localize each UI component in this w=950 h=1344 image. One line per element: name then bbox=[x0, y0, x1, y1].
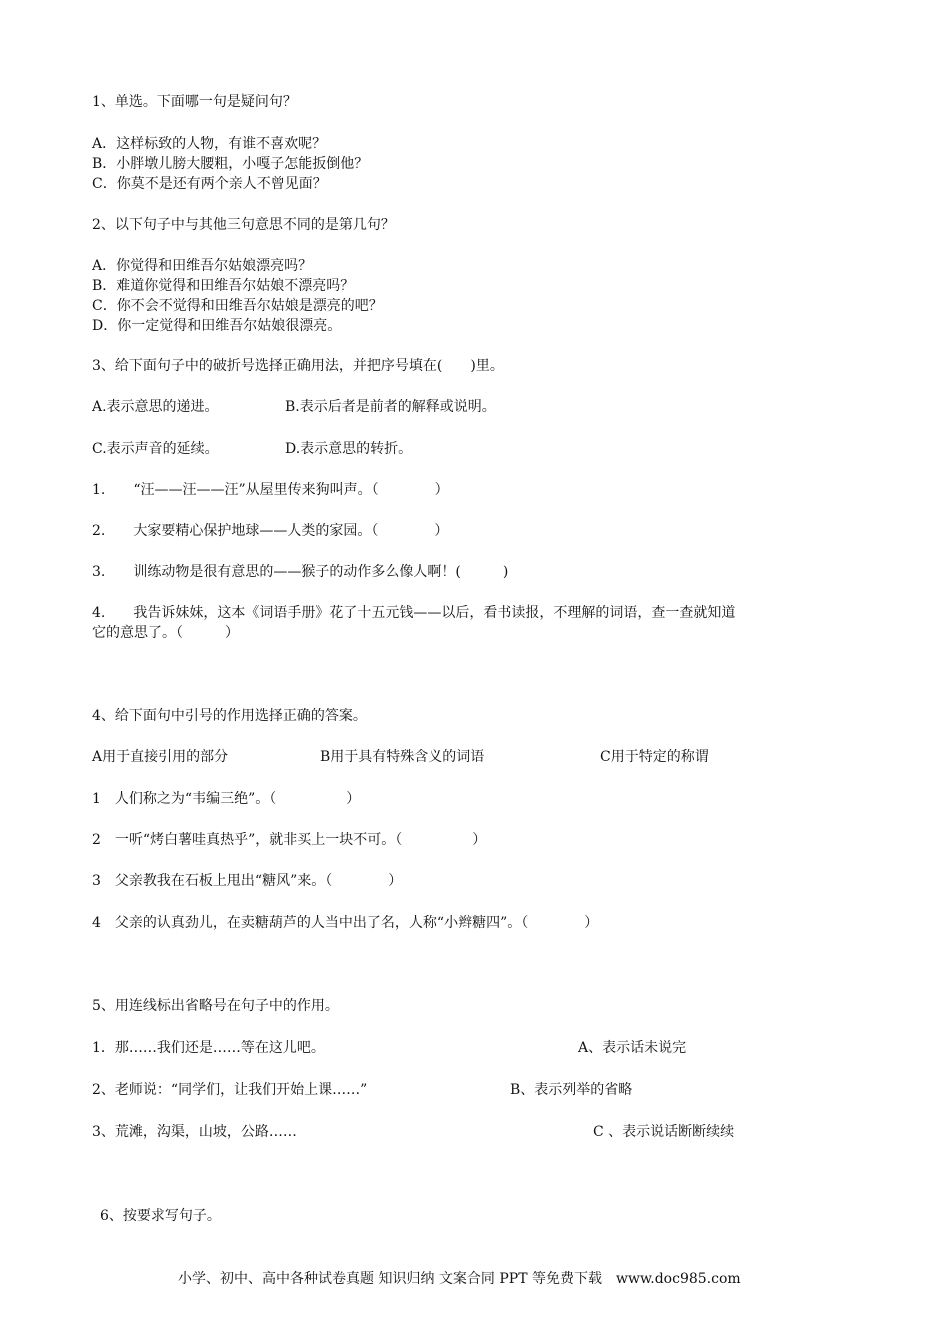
q3-choice-d: D.表示意思的转折。 bbox=[285, 441, 413, 457]
q3-item-3: 3. 训练动物是很有意思的——猴子的动作多么像人啊！( ) bbox=[92, 564, 509, 580]
footer-download-notice: 小学、初中、高中各种试卷真题 知识归纳 文案合同 PPT 等免费下载 www.doc985.com bbox=[178, 1271, 741, 1287]
q3-choice-b: B.表示后者是前者的解释或说明。 bbox=[285, 399, 496, 415]
q3-choice-c: C.表示声音的延续。 bbox=[92, 441, 219, 457]
q3-item-2: 2. 大家要精心保护地球——人类的家园。（ ） bbox=[92, 523, 449, 539]
q4-item-3: 3 父亲教我在石板上甩出“糖风”来。（ ） bbox=[92, 873, 403, 889]
q4-title: 4、给下面句中引号的作用选择正确的答案。 bbox=[92, 708, 367, 724]
q2-option-d: D．你一定觉得和田维吾尔姑娘很漂亮。 bbox=[92, 318, 342, 334]
q6-title: 6、按要求写句子。 bbox=[100, 1208, 221, 1224]
q3-item-1: 1. “汪——汪——汪”从屋里传来狗叫声。（ ） bbox=[92, 482, 449, 498]
q3-item-4-line-1: 4. 我告诉妹妹，这本《词语手册》花了十五元钱——以后，看书读报，不理解的词语，查一查就知道 bbox=[92, 605, 736, 621]
q5-row-1-sentence: 1．那……我们还是……等在这儿吧。 bbox=[92, 1040, 325, 1056]
q3-title: 3、给下面句子中的破折号选择正确用法，并把序号填在( )里。 bbox=[92, 358, 504, 374]
q1-option-a: A．这样标致的人物，有谁不喜欢呢？ bbox=[92, 136, 327, 152]
q5-row-3-sentence: 3、荒滩，沟渠，山坡，公路…… bbox=[92, 1124, 297, 1140]
q2-option-a: A．你觉得和田维吾尔姑娘漂亮吗？ bbox=[92, 258, 313, 274]
q4-item-1: 1 人们称之为“韦编三绝”。（ ） bbox=[92, 791, 361, 807]
q1-title: 1、单选。下面哪一句是疑问句？ bbox=[92, 94, 297, 110]
q4-item-4: 4 父亲的认真劲儿，在卖糖葫芦的人当中出了名，人称“小辫糖四”。（ ） bbox=[92, 915, 599, 931]
q4-item-2: 2 一听“烤白薯哇真热乎”，就非买上一块不可。（ ） bbox=[92, 832, 487, 848]
q3-choice-a: A.表示意思的递进。 bbox=[92, 399, 219, 415]
q5-row-2-sentence: 2、老师说：“同学们，让我们开始上课……” bbox=[92, 1082, 368, 1098]
q1-option-b: B．小胖墩儿膀大腰粗，小嘎子怎能扳倒他？ bbox=[92, 156, 369, 172]
q5-row-2-function: B、表示列举的省略 bbox=[510, 1082, 633, 1098]
q5-row-3-function: C 、表示说话断断续续 bbox=[593, 1124, 735, 1140]
q5-title: 5、用连线标出省略号在句子中的作用。 bbox=[92, 998, 339, 1014]
q5-row-1-function: A、表示话未说完 bbox=[578, 1040, 687, 1056]
q1-option-c: C．你莫不是还有两个亲人不曾见面？ bbox=[92, 176, 327, 192]
q3-item-4-line-2: 它的意思了。（ ） bbox=[92, 625, 239, 641]
q4-choice-a: A用于直接引用的部分 bbox=[92, 749, 229, 765]
q2-title: 2、以下句子中与其他三句意思不同的是第几句？ bbox=[92, 217, 395, 233]
q2-option-c: C．你不会不觉得和田维吾尔姑娘是漂亮的吧？ bbox=[92, 298, 383, 314]
q2-option-b: B．难道你觉得和田维吾尔姑娘不漂亮吗？ bbox=[92, 278, 355, 294]
q4-choice-c: C用于特定的称谓 bbox=[600, 749, 709, 765]
q4-choice-b: B用于具有特殊含义的词语 bbox=[320, 749, 485, 765]
